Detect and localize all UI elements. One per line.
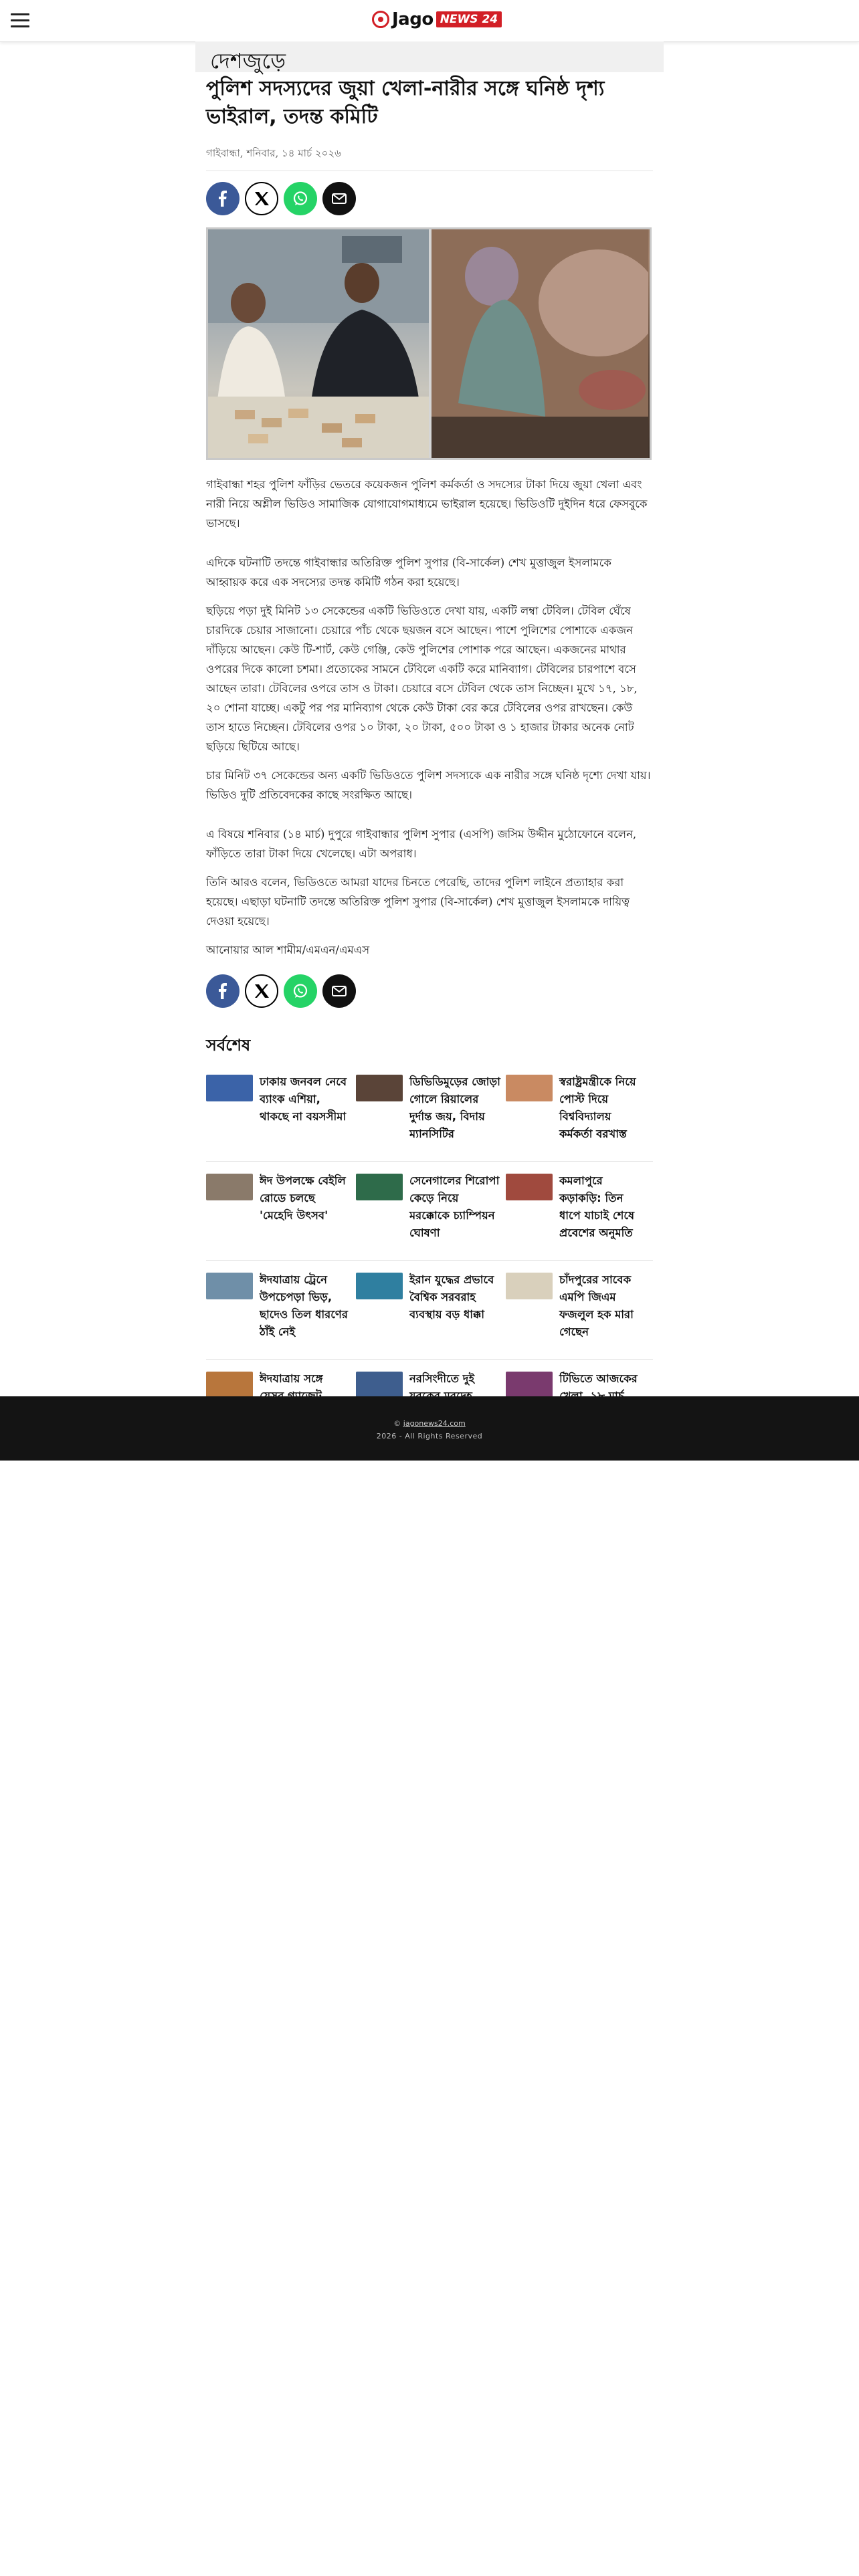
category-band bbox=[195, 41, 664, 72]
facebook-icon bbox=[216, 983, 229, 999]
news-headline[interactable]: নরসিংদীতে দুই bbox=[409, 1372, 475, 1385]
footer-copyright bbox=[0, 1419, 859, 1428]
news-thumbnail[interactable] bbox=[356, 1273, 403, 1299]
top-header bbox=[0, 0, 859, 42]
latest-news-item[interactable] bbox=[356, 1073, 506, 1162]
latest-news-item[interactable] bbox=[206, 1271, 356, 1360]
whatsapp-icon bbox=[292, 982, 309, 1000]
article-paragraph: এ বিষয়ে শনিবার (১৪ মার্চ) দুপুরে গাইবান্ধার পুলিশ সুপার (এসপি) জসিম উদ্দীন মুঠোফোনে বলেন, ফাঁড়িতে তারা টাকা দিয়ে খেলেছে। এটা অপরাধ। bbox=[206, 828, 637, 860]
site-logo[interactable] bbox=[372, 8, 502, 31]
latest-news-item[interactable] bbox=[506, 1271, 653, 1360]
news-thumbnail[interactable] bbox=[356, 1174, 403, 1200]
article-byline: আনোয়ার আল শামীম/এমএন/এমএস bbox=[206, 944, 370, 956]
logo-word: Jago bbox=[392, 9, 434, 29]
latest-news-item[interactable] bbox=[356, 1271, 506, 1360]
news-thumbnail[interactable] bbox=[506, 1372, 553, 1398]
photo-left-panel bbox=[208, 229, 429, 458]
facebook-share-button[interactable] bbox=[206, 182, 240, 215]
share-bar-bottom bbox=[206, 974, 653, 1009]
news-thumbnail[interactable] bbox=[206, 1075, 253, 1101]
article-body bbox=[206, 475, 653, 960]
whatsapp-share-button[interactable] bbox=[284, 182, 317, 215]
x-icon bbox=[253, 982, 270, 1000]
news-thumbnail[interactable] bbox=[206, 1174, 253, 1200]
facebook-icon bbox=[216, 191, 229, 207]
news-headline[interactable]: চাঁদপুরের সাবেক এমপি জিএম ফজলুল হক মারা গেছেন bbox=[559, 1273, 634, 1338]
category-label[interactable]: দেশজুড়ে bbox=[210, 48, 286, 74]
news-thumbnail[interactable] bbox=[506, 1174, 553, 1200]
news-thumbnail[interactable] bbox=[206, 1273, 253, 1299]
latest-news-item[interactable] bbox=[356, 1172, 506, 1261]
news-thumbnail[interactable] bbox=[356, 1075, 403, 1101]
news-headline[interactable]: ঈদ উপলক্ষে বেইলি রোডে চলছে 'মেহেদি উৎসব' bbox=[260, 1174, 346, 1222]
facebook-share-button[interactable] bbox=[206, 974, 240, 1008]
photo-right-panel bbox=[429, 229, 650, 458]
site-footer bbox=[0, 1396, 859, 1461]
news-headline[interactable]: টিভিতে আজকের bbox=[559, 1372, 638, 1385]
x-icon bbox=[253, 190, 270, 207]
news-headline[interactable]: স্বরাষ্ট্রমন্ত্রীকে নিয়ে পোস্ট দিয়ে বিশ্ববিদ্যালয় কর্মকর্তা বরখাস্ত bbox=[559, 1075, 636, 1140]
news-headline[interactable]: ঈদযাত্রায় সঙ্গে bbox=[260, 1372, 323, 1385]
article-headline: পুলিশ সদস্যদের জুয়া খেলা-নারীর সঙ্গে ঘনিষ্ঠ দৃশ্য ভাইরাল, তদন্ত কমিটি bbox=[206, 77, 605, 128]
mail-icon bbox=[331, 985, 347, 997]
share-bar-top bbox=[206, 182, 653, 217]
news-thumbnail[interactable] bbox=[356, 1372, 403, 1398]
email-share-button[interactable] bbox=[322, 974, 356, 1008]
latest-section-title: সর্বশেষ bbox=[206, 1036, 251, 1055]
news-headline[interactable]: ঈদযাত্রায় ট্রেনে উপচেপড়া ভিড়, ছাদেও তিল ধারণের ঠাঁই নেই bbox=[260, 1273, 348, 1338]
news-thumbnail[interactable] bbox=[506, 1273, 553, 1299]
whatsapp-share-button[interactable] bbox=[284, 974, 317, 1008]
x-share-button[interactable] bbox=[245, 974, 278, 1008]
article-paragraph: এদিকে ঘটনাটি তদন্তে গাইবান্ধার অতিরিক্ত পুলিশ সুপার (বি-সার্কেল) শেখ মুত্তাজুল ইসলামকে আহ্বায়ক করে এক সদস্যের তদন্ত কমিটি গঠন করা হয়েছে। bbox=[206, 556, 611, 588]
article-paragraph: তিনি আরও বলেন, ভিডিওতে আমরা যাদের চিনতে পেরেছি, তাদের পুলিশ লাইনে প্রত্যাহার করা হয়েছে। এছাড়া ঘটনাটি তদন্তে অতিরিক্ত পুলিশ সুপার (বি-সার্কেল) শেখ মুত্তাজুল ইসলামকে দায়িত্ব দেওয়া হয়েছে। bbox=[206, 876, 630, 928]
hamburger-menu-icon[interactable] bbox=[11, 13, 29, 28]
article-dateline: গাইবান্ধা, শনিবার, ১৪ মার্চ ২০২৬ bbox=[206, 146, 653, 171]
footer-rights: 2026 - All Rights Reserved bbox=[376, 1432, 483, 1440]
news-headline[interactable]: সেনেগালের শিরোপা কেড়ে নিয়ে মরক্কোকে চ্যাম্পিয়ন ঘোষণা bbox=[409, 1174, 500, 1239]
news-headline[interactable]: কমলাপুরে কড়াকড়ি: তিন ধাপে যাচাই শেষে প্রবেশের অনুমতি bbox=[559, 1174, 635, 1239]
copyright-prefix: © bbox=[393, 1419, 403, 1428]
mail-icon bbox=[331, 193, 347, 205]
article-paragraph: চার মিনিট ৩৭ সেকেন্ডের অন্য একটি ভিডিওতে পুলিশ সদস্যকে এক নারীর সঙ্গে ঘনিষ্ঠ দৃশ্যে দেখা যায়। ভিডিও দুটি প্রতিবেদকের কাছে সংরক্ষিত আছে। bbox=[206, 769, 651, 801]
news-thumbnail[interactable] bbox=[506, 1075, 553, 1101]
email-share-button[interactable] bbox=[322, 182, 356, 215]
logo-mark-icon bbox=[372, 11, 389, 28]
article-paragraph: ছড়িয়ে পড়া দুই মিনিট ১৩ সেকেন্ডের একটি ভিডিওতে দেখা যায়, একটি লম্বা টেবিল। টেবিল ঘেঁষে চারদিকে চেয়ার সাজানো। চেয়ারে পাঁচ থেকে ছয়জন বসে আছেন। পাশে পুলিশের পোশাকে একজন দাঁড়িয়ে আছেন। কেউ টি-শার্ট, কেউ গেঞ্জি, কেউ পুলিশের পোশাক পরে আছেন। একজনের মাথার ওপরের দিকে কালো চশমা। প্রত্যেকের সামনে টেবিলে একটি করে মানিব্যাগ। টেবিলের চারপাশে বসে আছেন তারা। টেবিলের ওপরে তাস ও টাকা। চেয়ারে বসে টেবিল থেকে তাস নিচ্ছেন। মুখে ১৭, ১৮, ২০ শোনা যাচ্ছে। একটু পর পর মানিব্যাগ থেকে কেউ টাকা বের করে টেবিলের ওপর রাখছেন। কেউ তাস হাতে নিচ্ছেন। টেবিলের ওপর ১০ টাকা, ২০ টাকা, ৫০০ টাকা ও ১ হাজার টাকার অনেক নোট ছড়িয়ে ছিটিয়ে আছে। bbox=[206, 605, 638, 753]
news-headline[interactable]: ঢাকায় জনবল নেবে ব্যাংক এশিয়া, থাকছে না বয়সসীমা bbox=[260, 1075, 347, 1123]
latest-news-item[interactable] bbox=[206, 1073, 356, 1162]
article-paragraph: গাইবান্ধা শহর পুলিশ ফাঁড়ির ভেতরে কয়েকজন পুলিশ কর্মকর্তা ও সদস্যের টাকা দিয়ে জুয়া খেলা এবং নারী নিয়ে অশ্লীল ভিডিও সামাজিক যোগাযোগমাধ্যমে ভাইরাল হয়েছে। ভিডিওটি দুইদিন ধরে ফেসবুকে ভাসছে। bbox=[206, 478, 648, 530]
article bbox=[206, 72, 653, 1446]
latest-news-item[interactable] bbox=[506, 1073, 653, 1162]
x-share-button[interactable] bbox=[245, 182, 278, 215]
article-photo bbox=[206, 227, 652, 460]
logo-badge: NEWS 24 bbox=[436, 11, 502, 27]
news-thumbnail[interactable] bbox=[206, 1372, 253, 1398]
latest-news-item[interactable] bbox=[506, 1172, 653, 1261]
latest-news-grid bbox=[206, 1073, 653, 1446]
whatsapp-icon bbox=[292, 190, 309, 207]
news-headline[interactable]: ইরান যুদ্ধের প্রভাবে বৈশ্বিক সরবরাহ ব্যবস্থায় বড় ধাক্কা bbox=[409, 1273, 494, 1321]
news-headline[interactable]: ডিভিডিমুড়ের জোড়া গোলে রিয়ালের দুর্দান্ত জয়, বিদায় ম্যানসিটির bbox=[409, 1075, 500, 1140]
footer-site-link[interactable]: jagonews24.com bbox=[403, 1419, 466, 1428]
latest-news-item[interactable] bbox=[206, 1172, 356, 1261]
